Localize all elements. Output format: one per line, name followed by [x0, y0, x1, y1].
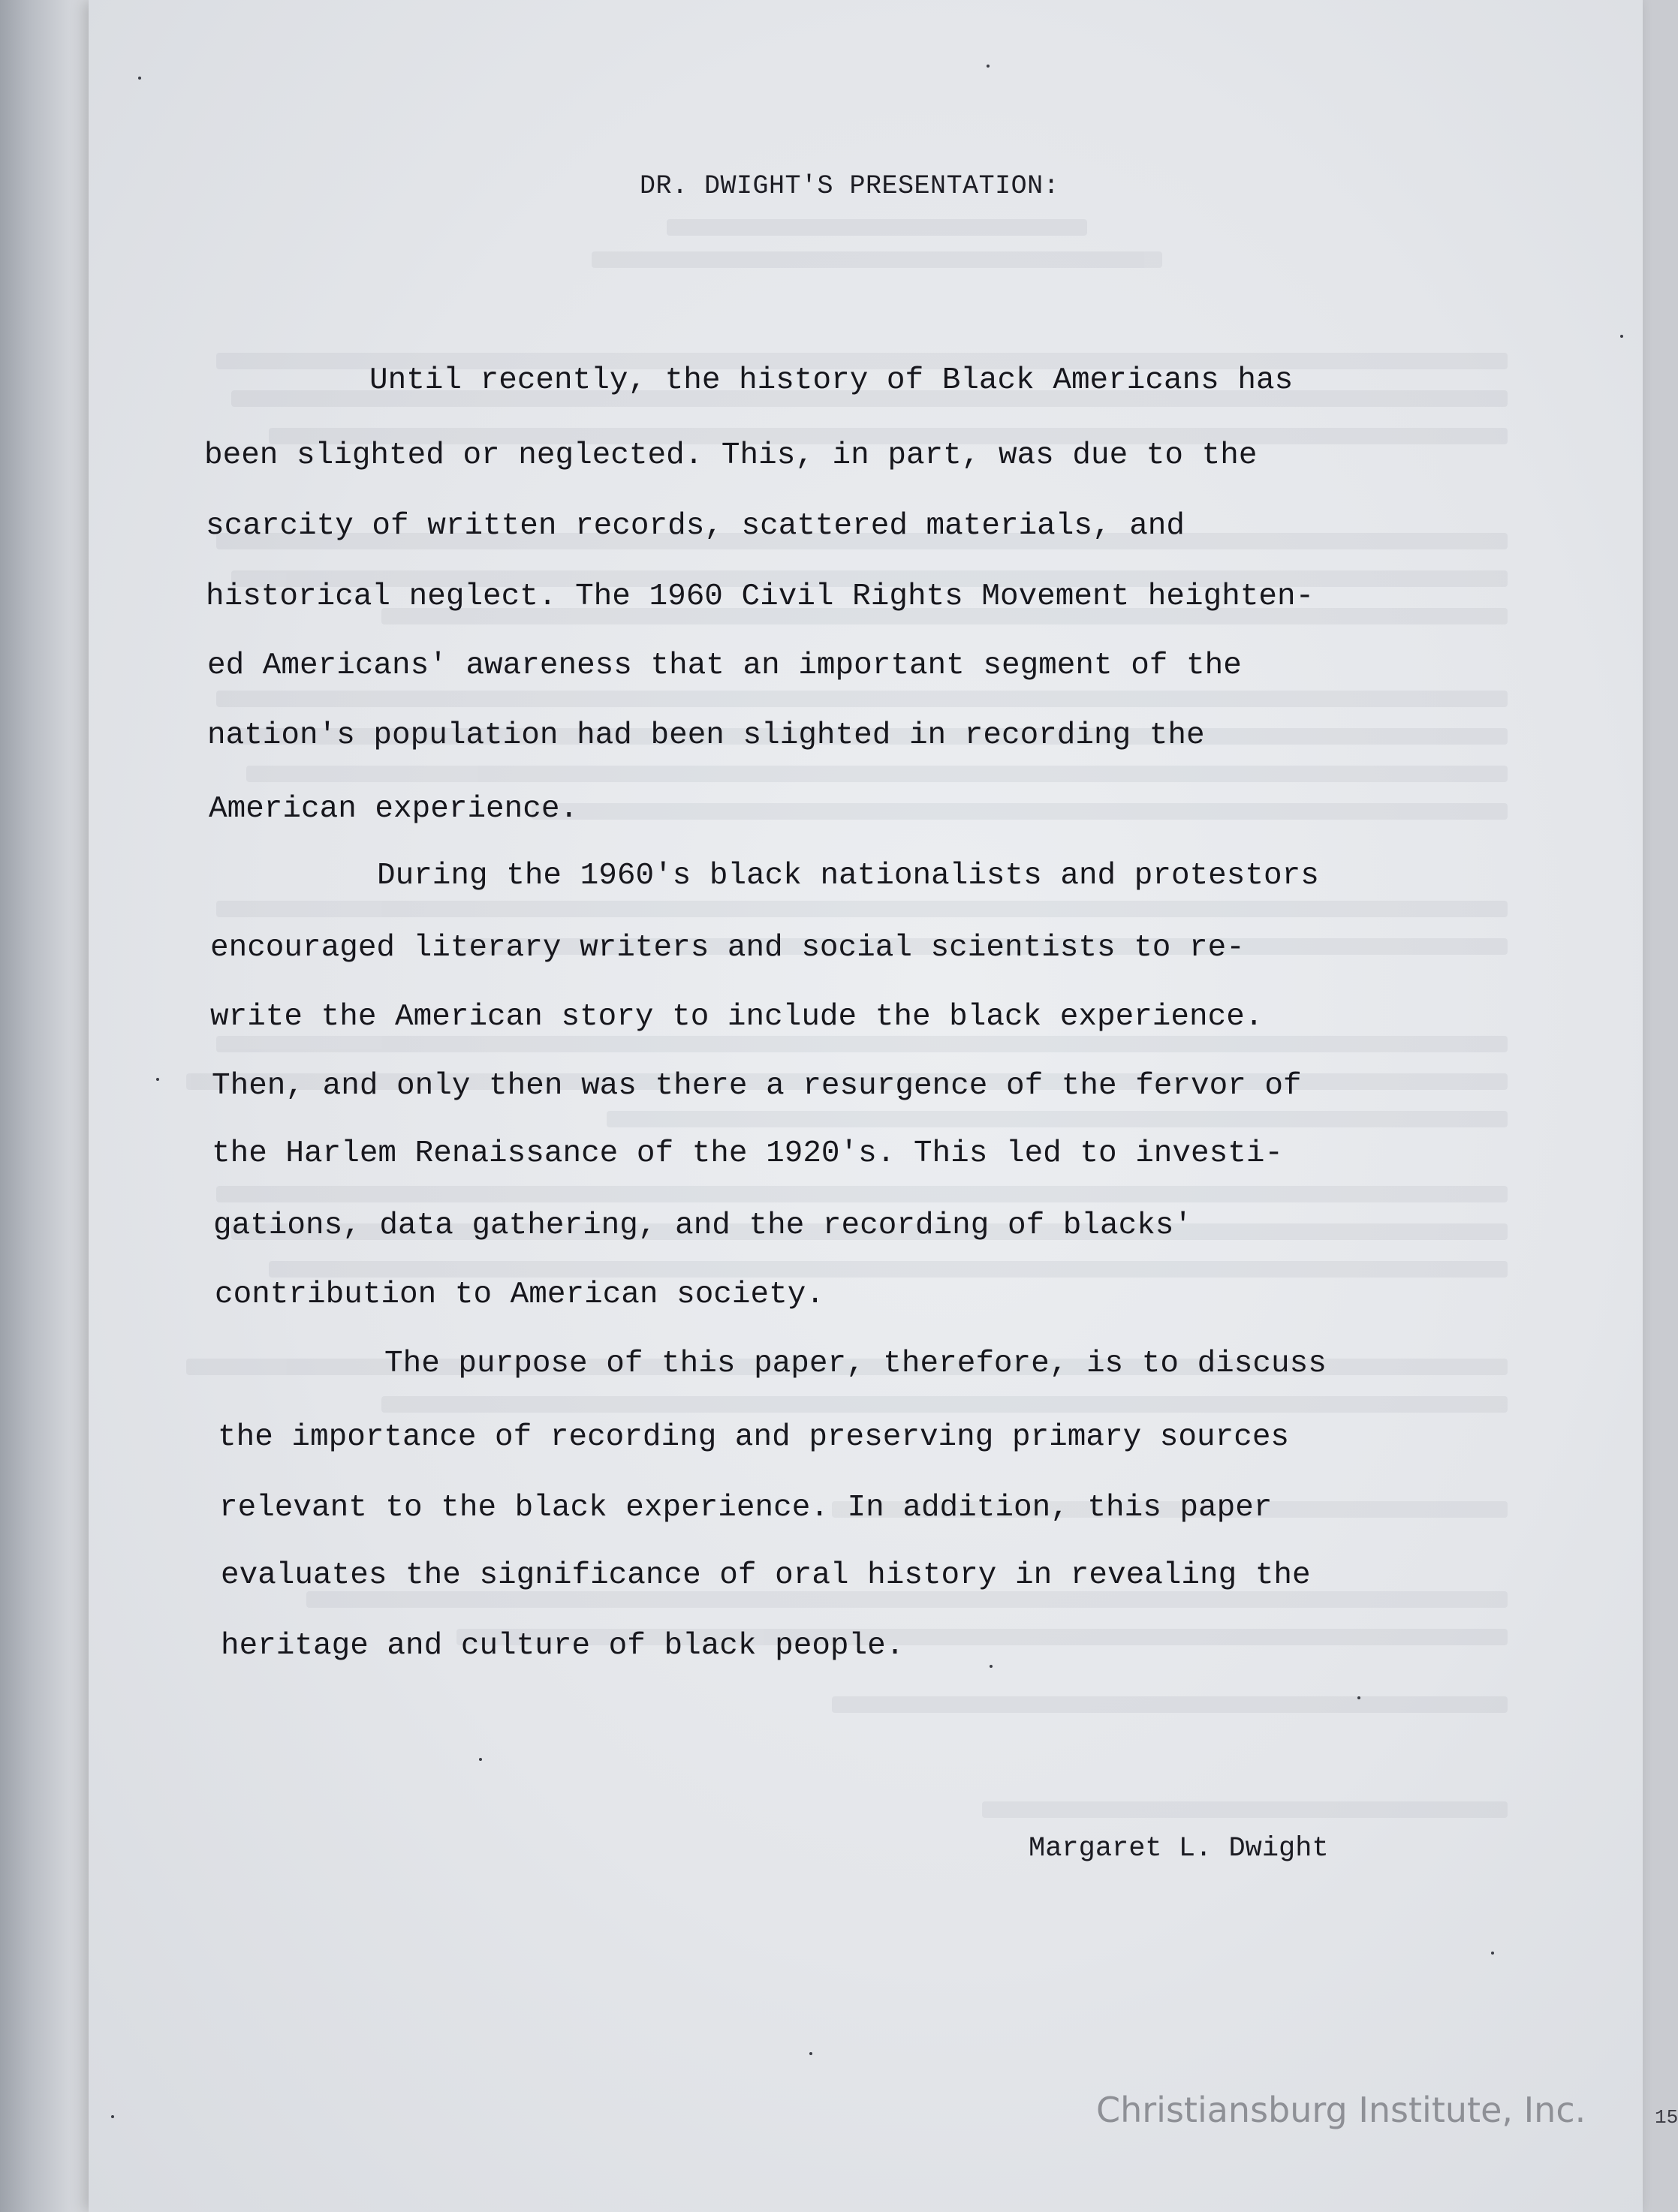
document-page [89, 0, 1678, 2212]
paper-speck [111, 2115, 114, 2118]
archive-watermark: Christiansburg Institute, Inc. [1096, 2090, 1586, 2130]
body-line: been slighted or neglected. This, in part, was due to the [204, 438, 1258, 473]
paper-speck [479, 1758, 482, 1761]
body-line: encouraged literary writers and social scientists to re- [210, 931, 1245, 965]
body-line: During the 1960's black nationalists and protestors [377, 859, 1319, 893]
body-line: historical neglect. The 1960 Civil Rights Movement heighten- [206, 579, 1315, 614]
page-title: DR. DWIGHT'S PRESENTATION: [640, 171, 1060, 201]
body-line: gations, data gathering, and the recording of blacks' [213, 1208, 1193, 1243]
body-line: Until recently, the history of Black Americans has [369, 363, 1294, 398]
paper-speck [156, 1078, 159, 1081]
author-signature: Margaret L. Dwight [1029, 1833, 1329, 1864]
paper-speck [138, 77, 141, 80]
body-line: the Harlem Renaissance of the 1920's. This led to investi- [212, 1136, 1284, 1171]
paper-speck [987, 65, 990, 68]
reverse-side-bleed-through [89, 0, 1643, 2212]
body-line: contribution to American society. [215, 1278, 824, 1312]
paper-speck [1357, 1696, 1360, 1699]
paper-speck [1620, 335, 1623, 338]
page-number: 15 [1655, 2106, 1678, 2129]
body-line: the importance of recording and preserving primary sources [218, 1420, 1290, 1455]
body-line: nation's population had been slighted in recording the [207, 718, 1205, 753]
body-line: heritage and culture of black people. [221, 1629, 905, 1663]
paper-speck [990, 1665, 993, 1668]
paper-speck [1491, 1952, 1494, 1955]
body-line: The purpose of this paper, therefore, is to discuss [384, 1347, 1327, 1381]
body-line: Then, and only then was there a resurgence of the fervor of [212, 1069, 1302, 1103]
body-line: American experience. [209, 792, 579, 826]
body-line: relevant to the black experience. In addition, this paper [219, 1491, 1273, 1525]
body-line: scarcity of written records, scattered materials, and [206, 509, 1185, 543]
body-line: write the American story to include the black experience. [210, 1000, 1264, 1034]
paper-speck [809, 2052, 812, 2055]
body-line: evaluates the significance of oral history in revealing the [221, 1558, 1311, 1593]
body-line: ed Americans' awareness that an important segment of the [207, 649, 1242, 683]
